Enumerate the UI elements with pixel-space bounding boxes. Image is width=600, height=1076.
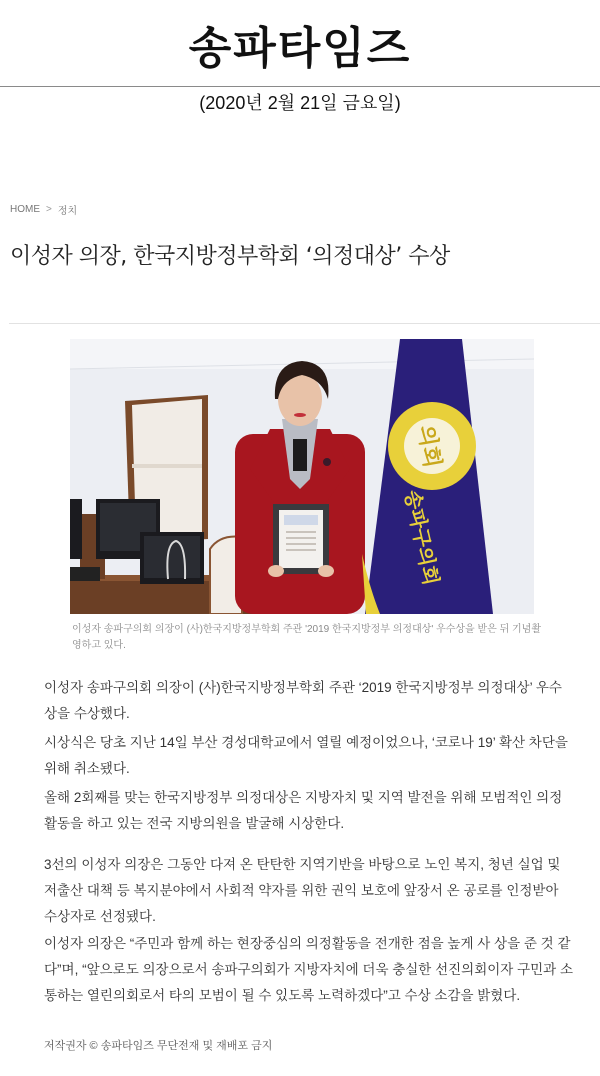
svg-text:송파구의회: 송파구의회 bbox=[400, 487, 444, 588]
breadcrumb bbox=[10, 202, 77, 217]
photo-caption: 이성자 송파구의회 의장이 (사)한국지방정부학회 주관 '2019 한국지방정부 의정대상' 우수상을 받은 뒤 기념촬영하고 있다. bbox=[72, 624, 542, 651]
article-paragraph: 이성자 송파구의회 의장이 (사)한국지방정부학회 주관 ‘2019 한국지방정부 의정대상’ 우수상을 수상했다. bbox=[44, 680, 562, 721]
article-paragraph: 올해 2회째를 맞는 한국지방정부 의정대상은 지방자치 및 지역 발전을 위해 모범적인 의정활동을 하고 있는 전국 지방의원을 발굴해 시상한다. bbox=[44, 790, 563, 831]
article-paragraph: 시상식은 당초 지난 14일 부산 경성대학교에서 열릴 예정이었으나, ‘코로나 19’ 확산 차단을 위해 취소됐다. bbox=[44, 735, 568, 776]
copyright-notice: 저작권자 © 송파타임즈 무단전재 및 재배포 금지 bbox=[44, 1040, 273, 1052]
masthead bbox=[0, 0, 600, 86]
breadcrumb-home-link[interactable]: HOME bbox=[10, 204, 40, 215]
chevron-right-icon: > bbox=[46, 204, 52, 215]
headline-divider bbox=[9, 323, 600, 324]
masthead-rule bbox=[0, 86, 600, 87]
newspaper-logo: 송파타임즈 bbox=[188, 23, 412, 74]
svg-text:의회: 의회 bbox=[412, 423, 445, 470]
article-paragraph: 이성자 의장은 “주민과 함께 하는 현장중심의 의정활동을 전개한 점을 높게 사 상을 준 것 같다”며, “앞으로도 의장으로서 송파구의회가 지방자치에 더욱 충실한 선진의회이자 구민과 소통하는 열린의회로서 타의 모범이 될 수 있도록 노력하겠다”고 수상 소감을 밝혔다. bbox=[44, 936, 574, 1003]
photo-illustration bbox=[70, 339, 534, 614]
article-headline: 이성자 의장, 한국지방정부학회 ‘의정대상’ 수상 bbox=[10, 243, 450, 269]
breadcrumb-section-link[interactable]: 정치 bbox=[57, 206, 78, 217]
article-paragraph: 3선의 이성자 의장은 그동안 다져 온 탄탄한 지역기반을 바탕으로 노인 복지, 청년 실업 및 저출산 대책 등 복지분야에서 사회적 약자를 위한 권익 보호에 앞장서 온 공로를 인정받아 수상자로 선정됐다. bbox=[44, 857, 561, 924]
article-photo bbox=[70, 339, 534, 614]
issue-date: (2020년 2월 21일 금요일) bbox=[199, 93, 401, 113]
